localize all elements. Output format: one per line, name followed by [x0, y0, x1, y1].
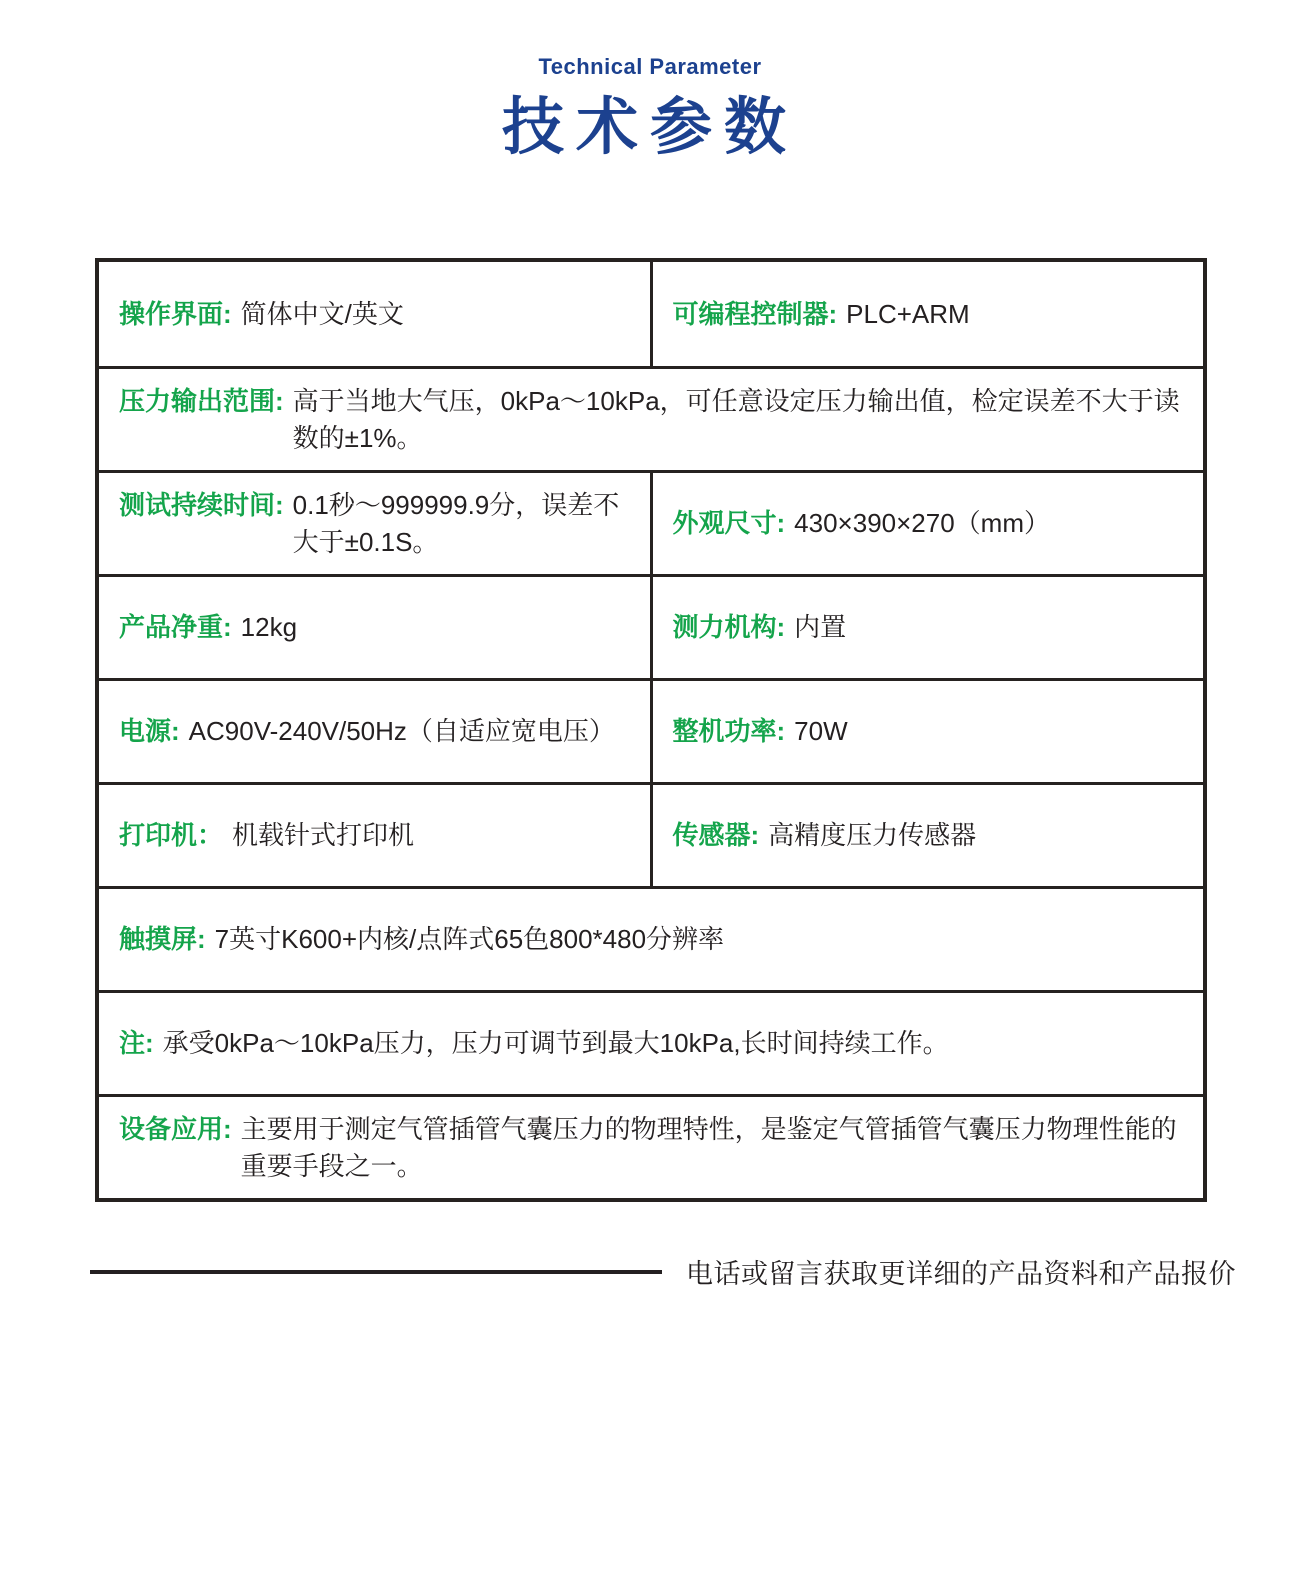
param-value: 机载针式打印机 — [232, 820, 415, 851]
table-row — [99, 366, 1203, 470]
table-cell — [650, 681, 1204, 782]
footer-note: 电话或留言获取更详细的产品资料和产品报价 — [686, 1259, 1236, 1289]
param-label: 电源: — [119, 716, 180, 747]
table-row — [99, 990, 1203, 1094]
param-label: 打印机： — [119, 820, 224, 851]
table-row — [99, 470, 1203, 574]
param-value: 430×390×270（mm） — [794, 508, 1050, 539]
table-row — [99, 262, 1203, 366]
table-cell — [99, 473, 650, 574]
param-value: 高精度压力传感器 — [768, 820, 977, 851]
param-value: 0.1秒～999999.9分，误差不大于±0.1S。 — [292, 489, 620, 557]
table-cell — [650, 262, 1204, 366]
param-label: 压力输出范围: — [119, 385, 284, 416]
param-label: 传感器: — [672, 820, 760, 851]
table-cell — [99, 889, 1203, 990]
param-value: 简体中文/英文 — [240, 298, 404, 329]
param-label: 设备应用: — [119, 1113, 232, 1144]
table-cell — [99, 785, 650, 886]
param-label: 测力机构: — [672, 612, 786, 643]
param-value: 主要用于测定气管插管气囊压力的物理特性，是鉴定气管插管气囊压力物理性能的重要手段之一。 — [240, 1113, 1177, 1181]
table-row — [99, 886, 1203, 990]
spec-table — [95, 258, 1207, 1202]
param-value: AC90V-240V/50Hz（自适应宽电压） — [188, 716, 615, 747]
table-row — [99, 678, 1203, 782]
param-value: 承受0kPa～10kPa压力，压力可调节到最大10kPa,长时间持续工作。 — [162, 1028, 949, 1059]
header — [0, 0, 1300, 172]
footer-divider-line — [90, 1270, 662, 1274]
table-row — [99, 782, 1203, 886]
header-subtitle: Technical Parameter — [538, 54, 762, 79]
param-value: 70W — [794, 716, 848, 747]
table-row — [99, 1094, 1203, 1198]
table-cell — [650, 785, 1204, 886]
table-cell — [650, 577, 1204, 678]
param-label: 外观尺寸: — [672, 508, 786, 539]
param-value: PLC+ARM — [846, 298, 970, 329]
table-cell — [99, 577, 650, 678]
param-label: 可编程控制器: — [672, 298, 838, 329]
param-label: 产品净重: — [119, 612, 232, 643]
param-value: 12kg — [240, 612, 298, 643]
param-label: 整机功率: — [672, 716, 786, 747]
param-value: 内置 — [794, 612, 847, 643]
param-value: 高于当地大气压，0kPa～10kPa，可任意设定压力输出值，检定误差不大于读数的±1%。 — [292, 385, 1180, 453]
param-label: 测试持续时间: — [119, 489, 284, 520]
table-cell — [99, 1097, 1203, 1198]
table-row — [99, 574, 1203, 678]
param-label: 操作界面: — [119, 298, 232, 329]
table-cell — [99, 681, 650, 782]
param-label: 触摸屏: — [119, 924, 206, 955]
table-cell — [99, 993, 1203, 1094]
param-value: 7英寸K600+内核/点阵式65色800*480分辨率 — [214, 924, 725, 955]
footer — [90, 1252, 1236, 1291]
param-label: 注: — [119, 1028, 154, 1059]
table-cell — [99, 369, 1203, 470]
table-cell — [650, 473, 1204, 574]
page-title: 技术参数 — [501, 93, 798, 162]
table-cell — [99, 262, 650, 366]
